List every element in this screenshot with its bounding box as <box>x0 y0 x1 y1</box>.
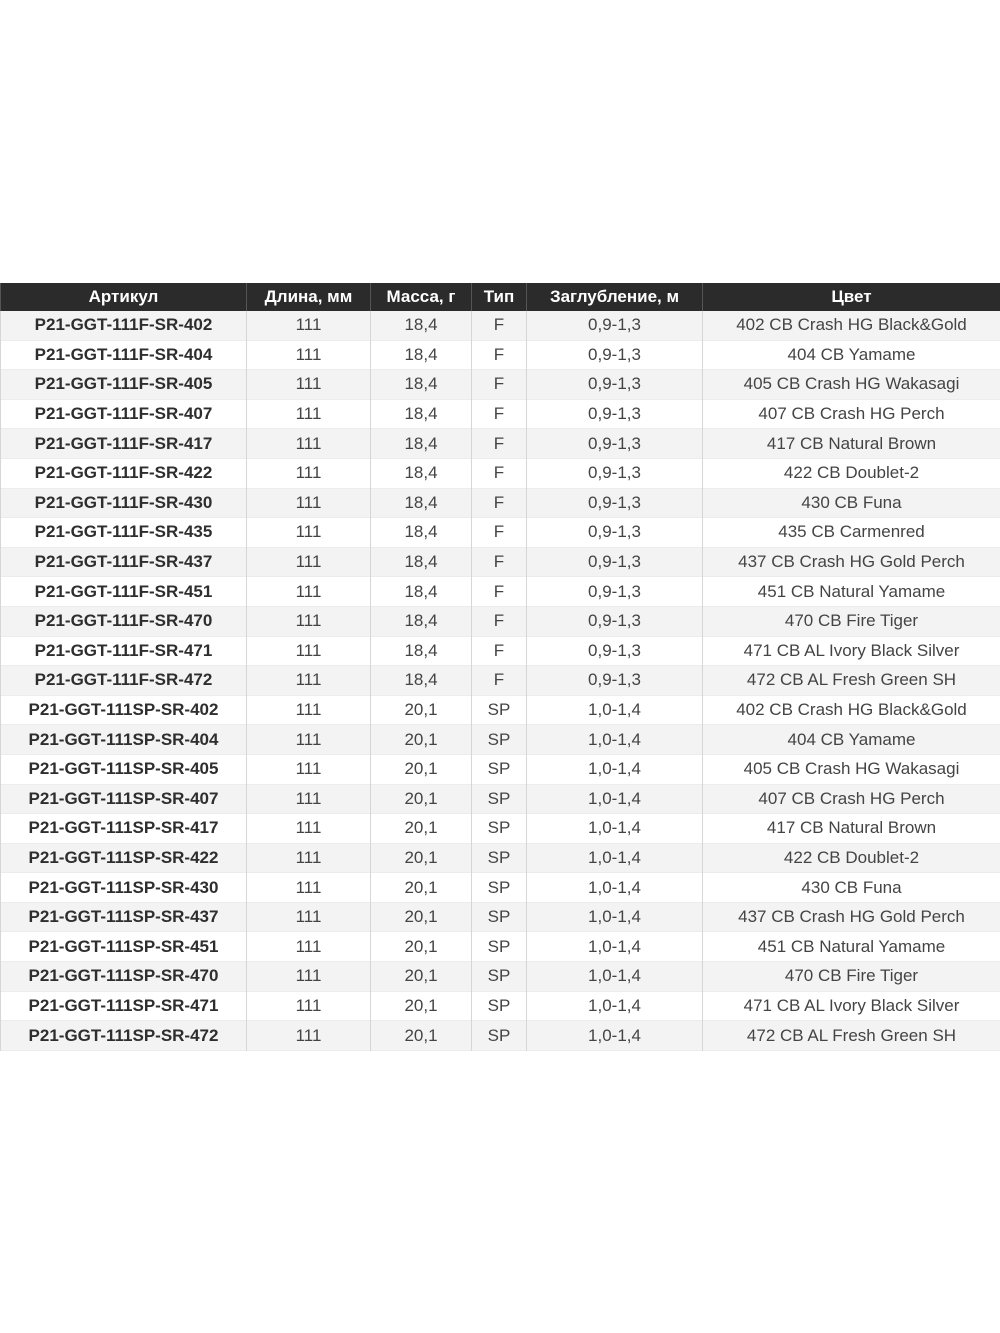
table-row <box>1 902 1000 932</box>
cell-weight: 20,1 <box>371 873 472 903</box>
header-type: Тип <box>472 283 527 311</box>
table-row <box>1 636 1000 666</box>
cell-article: P21-GGT-111SP-SR-471 <box>1 991 247 1021</box>
cell-length: 111 <box>247 458 371 488</box>
cell-color: 430 CB Funa <box>703 873 1000 903</box>
cell-depth: 0,9-1,3 <box>527 636 703 666</box>
cell-length: 111 <box>247 636 371 666</box>
cell-type: SP <box>472 784 527 814</box>
cell-article: P21-GGT-111F-SR-407 <box>1 399 247 429</box>
table-row <box>1 429 1000 459</box>
cell-article: P21-GGT-111F-SR-430 <box>1 488 247 518</box>
cell-article: P21-GGT-111SP-SR-422 <box>1 843 247 873</box>
table-row <box>1 784 1000 814</box>
table-row <box>1 577 1000 607</box>
cell-color: 417 CB Natural Brown <box>703 429 1000 459</box>
cell-weight: 18,4 <box>371 340 472 370</box>
cell-weight: 18,4 <box>371 311 472 340</box>
cell-article: P21-GGT-111F-SR-417 <box>1 429 247 459</box>
cell-color: 430 CB Funa <box>703 488 1000 518</box>
cell-depth: 0,9-1,3 <box>527 606 703 636</box>
cell-article: P21-GGT-111F-SR-405 <box>1 370 247 400</box>
cell-length: 111 <box>247 1021 371 1051</box>
cell-depth: 0,9-1,3 <box>527 311 703 340</box>
table-row <box>1 458 1000 488</box>
cell-article: P21-GGT-111F-SR-422 <box>1 458 247 488</box>
cell-color: 471 CB AL Ivory Black Silver <box>703 991 1000 1021</box>
table-row <box>1 991 1000 1021</box>
cell-article: P21-GGT-111F-SR-471 <box>1 636 247 666</box>
cell-length: 111 <box>247 547 371 577</box>
cell-type: F <box>472 458 527 488</box>
cell-depth: 0,9-1,3 <box>527 518 703 548</box>
cell-color: 435 CB Carmenred <box>703 518 1000 548</box>
header-weight: Масса, г <box>371 283 472 311</box>
cell-depth: 0,9-1,3 <box>527 370 703 400</box>
cell-article: P21-GGT-111SP-SR-407 <box>1 784 247 814</box>
table-row <box>1 399 1000 429</box>
cell-article: P21-GGT-111F-SR-470 <box>1 606 247 636</box>
cell-article: P21-GGT-111F-SR-435 <box>1 518 247 548</box>
cell-depth: 1,0-1,4 <box>527 814 703 844</box>
table-row <box>1 340 1000 370</box>
cell-article: P21-GGT-111SP-SR-430 <box>1 873 247 903</box>
cell-length: 111 <box>247 902 371 932</box>
cell-color: 405 CB Crash HG Wakasagi <box>703 370 1000 400</box>
cell-depth: 1,0-1,4 <box>527 784 703 814</box>
cell-type: F <box>472 666 527 696</box>
cell-type: SP <box>472 814 527 844</box>
cell-type: F <box>472 488 527 518</box>
table-row <box>1 843 1000 873</box>
table-row <box>1 695 1000 725</box>
cell-article: P21-GGT-111F-SR-472 <box>1 666 247 696</box>
table-row <box>1 370 1000 400</box>
cell-article: P21-GGT-111F-SR-437 <box>1 547 247 577</box>
cell-type: F <box>472 606 527 636</box>
cell-type: SP <box>472 932 527 962</box>
cell-depth: 0,9-1,3 <box>527 340 703 370</box>
cell-type: SP <box>472 962 527 992</box>
table-row <box>1 1021 1000 1051</box>
cell-length: 111 <box>247 991 371 1021</box>
cell-length: 111 <box>247 962 371 992</box>
cell-length: 111 <box>247 399 371 429</box>
table-row <box>1 962 1000 992</box>
cell-length: 111 <box>247 695 371 725</box>
cell-depth: 1,0-1,4 <box>527 1021 703 1051</box>
cell-color: 451 CB Natural Yamame <box>703 577 1000 607</box>
cell-article: P21-GGT-111SP-SR-404 <box>1 725 247 755</box>
header-depth: Заглубление, м <box>527 283 703 311</box>
cell-weight: 20,1 <box>371 843 472 873</box>
cell-color: 437 CB Crash HG Gold Perch <box>703 902 1000 932</box>
cell-depth: 0,9-1,3 <box>527 547 703 577</box>
cell-color: 422 CB Doublet-2 <box>703 843 1000 873</box>
cell-type: SP <box>472 873 527 903</box>
cell-depth: 1,0-1,4 <box>527 873 703 903</box>
cell-weight: 18,4 <box>371 458 472 488</box>
cell-weight: 18,4 <box>371 577 472 607</box>
cell-type: SP <box>472 754 527 784</box>
cell-color: 472 CB AL Fresh Green SH <box>703 666 1000 696</box>
cell-weight: 20,1 <box>371 814 472 844</box>
cell-depth: 1,0-1,4 <box>527 843 703 873</box>
table-row <box>1 547 1000 577</box>
cell-length: 111 <box>247 606 371 636</box>
table-row <box>1 754 1000 784</box>
cell-article: P21-GGT-111SP-SR-402 <box>1 695 247 725</box>
table-row <box>1 725 1000 755</box>
cell-type: SP <box>472 843 527 873</box>
cell-weight: 18,4 <box>371 488 472 518</box>
cell-type: F <box>472 399 527 429</box>
cell-color: 437 CB Crash HG Gold Perch <box>703 547 1000 577</box>
table-row <box>1 873 1000 903</box>
cell-weight: 20,1 <box>371 962 472 992</box>
cell-depth: 0,9-1,3 <box>527 488 703 518</box>
cell-color: 402 CB Crash HG Black&Gold <box>703 311 1000 340</box>
cell-length: 111 <box>247 577 371 607</box>
cell-type: SP <box>472 725 527 755</box>
cell-article: P21-GGT-111F-SR-404 <box>1 340 247 370</box>
cell-depth: 0,9-1,3 <box>527 458 703 488</box>
cell-type: SP <box>472 902 527 932</box>
cell-length: 111 <box>247 518 371 548</box>
product-spec-table-container <box>0 283 1000 1051</box>
cell-length: 111 <box>247 725 371 755</box>
cell-weight: 20,1 <box>371 991 472 1021</box>
cell-length: 111 <box>247 488 371 518</box>
header-color: Цвет <box>703 283 1000 311</box>
cell-article: P21-GGT-111SP-SR-472 <box>1 1021 247 1051</box>
cell-weight: 18,4 <box>371 636 472 666</box>
table-row <box>1 606 1000 636</box>
cell-color: 404 CB Yamame <box>703 340 1000 370</box>
cell-type: SP <box>472 1021 527 1051</box>
cell-color: 407 CB Crash HG Perch <box>703 399 1000 429</box>
cell-depth: 0,9-1,3 <box>527 666 703 696</box>
cell-color: 470 CB Fire Tiger <box>703 962 1000 992</box>
cell-length: 111 <box>247 666 371 696</box>
table-row <box>1 932 1000 962</box>
cell-depth: 1,0-1,4 <box>527 725 703 755</box>
cell-depth: 1,0-1,4 <box>527 754 703 784</box>
cell-depth: 0,9-1,3 <box>527 399 703 429</box>
table-row <box>1 666 1000 696</box>
cell-type: F <box>472 370 527 400</box>
cell-weight: 20,1 <box>371 784 472 814</box>
header-row <box>1 283 1000 311</box>
cell-article: P21-GGT-111F-SR-402 <box>1 311 247 340</box>
cell-weight: 18,4 <box>371 399 472 429</box>
cell-article: P21-GGT-111SP-SR-451 <box>1 932 247 962</box>
table-body <box>1 311 1000 1050</box>
cell-article: P21-GGT-111SP-SR-417 <box>1 814 247 844</box>
cell-color: 402 CB Crash HG Black&Gold <box>703 695 1000 725</box>
cell-length: 111 <box>247 843 371 873</box>
cell-color: 451 CB Natural Yamame <box>703 932 1000 962</box>
cell-type: F <box>472 429 527 459</box>
cell-length: 111 <box>247 754 371 784</box>
cell-weight: 18,4 <box>371 606 472 636</box>
cell-depth: 0,9-1,3 <box>527 577 703 607</box>
cell-depth: 1,0-1,4 <box>527 902 703 932</box>
cell-color: 404 CB Yamame <box>703 725 1000 755</box>
cell-color: 471 CB AL Ivory Black Silver <box>703 636 1000 666</box>
cell-depth: 1,0-1,4 <box>527 695 703 725</box>
cell-article: P21-GGT-111F-SR-451 <box>1 577 247 607</box>
cell-type: F <box>472 311 527 340</box>
table-header <box>1 283 1000 311</box>
header-length: Длина, мм <box>247 283 371 311</box>
cell-length: 111 <box>247 873 371 903</box>
cell-length: 111 <box>247 784 371 814</box>
cell-article: P21-GGT-111SP-SR-437 <box>1 902 247 932</box>
cell-length: 111 <box>247 340 371 370</box>
cell-weight: 18,4 <box>371 429 472 459</box>
cell-color: 405 CB Crash HG Wakasagi <box>703 754 1000 784</box>
cell-article: P21-GGT-111SP-SR-470 <box>1 962 247 992</box>
cell-weight: 20,1 <box>371 725 472 755</box>
cell-color: 407 CB Crash HG Perch <box>703 784 1000 814</box>
table-row <box>1 518 1000 548</box>
cell-type: SP <box>472 695 527 725</box>
cell-type: F <box>472 547 527 577</box>
table-row <box>1 814 1000 844</box>
cell-weight: 20,1 <box>371 932 472 962</box>
cell-depth: 0,9-1,3 <box>527 429 703 459</box>
cell-type: SP <box>472 991 527 1021</box>
cell-length: 111 <box>247 429 371 459</box>
cell-color: 470 CB Fire Tiger <box>703 606 1000 636</box>
cell-length: 111 <box>247 311 371 340</box>
cell-type: F <box>472 636 527 666</box>
cell-weight: 18,4 <box>371 547 472 577</box>
cell-weight: 20,1 <box>371 1021 472 1051</box>
cell-color: 422 CB Doublet-2 <box>703 458 1000 488</box>
cell-article: P21-GGT-111SP-SR-405 <box>1 754 247 784</box>
cell-length: 111 <box>247 814 371 844</box>
cell-type: F <box>472 577 527 607</box>
cell-depth: 1,0-1,4 <box>527 991 703 1021</box>
cell-weight: 18,4 <box>371 518 472 548</box>
table-row <box>1 488 1000 518</box>
cell-depth: 1,0-1,4 <box>527 932 703 962</box>
cell-weight: 20,1 <box>371 754 472 784</box>
cell-color: 417 CB Natural Brown <box>703 814 1000 844</box>
header-article: Артикул <box>1 283 247 311</box>
cell-length: 111 <box>247 370 371 400</box>
cell-weight: 20,1 <box>371 695 472 725</box>
table-row <box>1 311 1000 340</box>
cell-type: F <box>472 518 527 548</box>
cell-weight: 18,4 <box>371 666 472 696</box>
cell-depth: 1,0-1,4 <box>527 962 703 992</box>
cell-length: 111 <box>247 932 371 962</box>
cell-color: 472 CB AL Fresh Green SH <box>703 1021 1000 1051</box>
cell-weight: 18,4 <box>371 370 472 400</box>
cell-weight: 20,1 <box>371 902 472 932</box>
product-spec-table <box>0 283 1000 1051</box>
cell-type: F <box>472 340 527 370</box>
